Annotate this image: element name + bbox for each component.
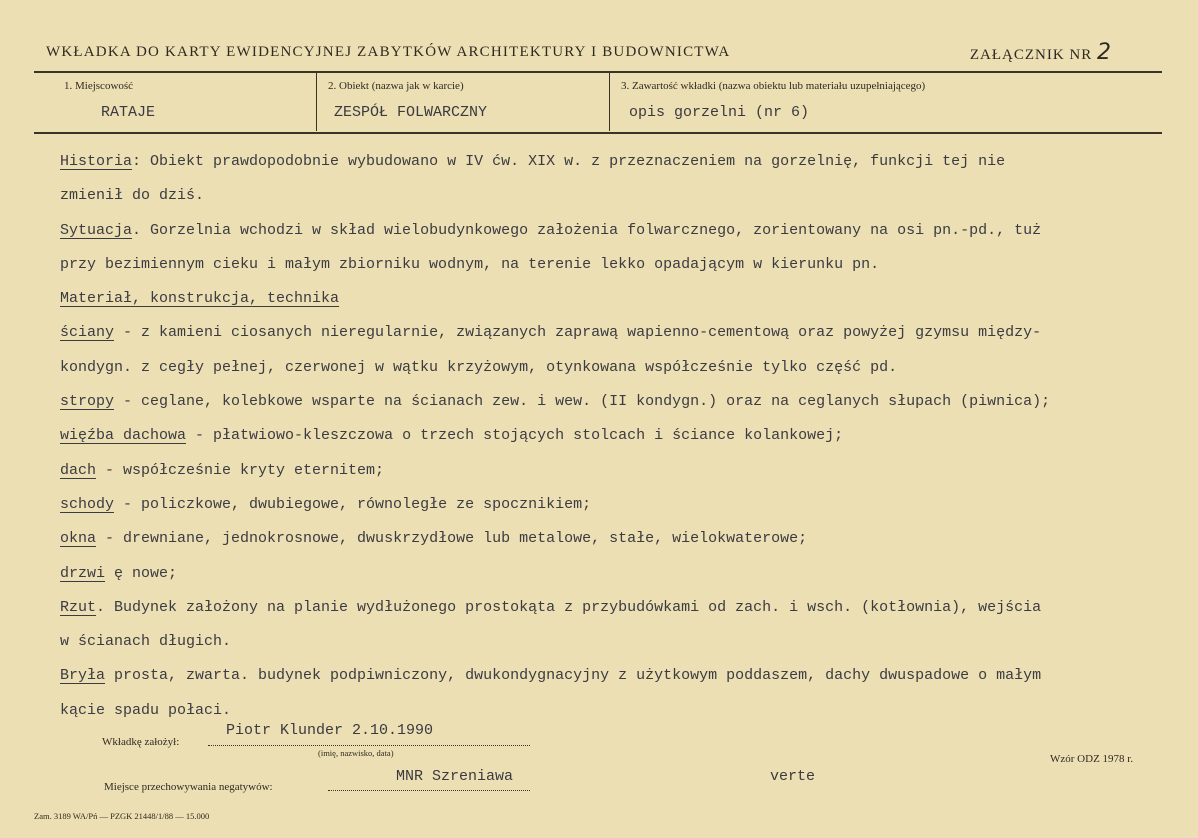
field-divider — [316, 73, 317, 131]
text-line — [60, 595, 1180, 629]
text-line — [60, 423, 1180, 457]
text-line — [60, 320, 1180, 354]
header-rule — [34, 71, 1162, 73]
form-title: WKŁADKA DO KARTY EWIDENCYJNEJ ZABYTKÓW ARCHITEKTURY I BUDOWNICTWA — [46, 44, 731, 60]
fields-rule — [34, 132, 1162, 134]
line-text: . Budynek założony na planie wydłużonego prostokąta z przybudówkami od zach. i wsch. (kotłownia), wejścia — [96, 598, 1042, 616]
text-line — [60, 389, 1180, 423]
annex-number: 2 — [1097, 40, 1112, 65]
place-value: RATAJE — [101, 104, 156, 121]
text-line — [60, 149, 1180, 183]
line-text: przy bezimiennym cieku i małym zbiorniku wodnym, na terenie lekko opadającym w kierunku pn. — [60, 255, 880, 273]
section-heading: stropy — [60, 393, 115, 411]
annex-label — [970, 40, 1112, 65]
section-heading: Historia — [60, 153, 133, 170]
text-line — [60, 183, 1180, 217]
section-heading: dach — [60, 461, 97, 479]
contents-label: 3. Zawartość wkładki (nazwa obiektu lub materiału uzupełniającego) — [621, 80, 926, 92]
section-heading: okna — [60, 530, 97, 548]
line-text: - płatwiowo-kleszczowa o trzech stojących stolcach i ściance kolankowej; — [186, 427, 844, 445]
section-heading: schody — [60, 495, 115, 513]
negatives-value: MNR Szreniawa — [396, 768, 514, 785]
text-line — [60, 629, 1180, 663]
line-text: w ścianach długich. — [60, 633, 232, 651]
section-heading: Materiał, konstrukcja, technika — [60, 290, 340, 308]
line-text: kącie spadu połaci. — [60, 701, 232, 719]
section-heading: więźba dachowa — [60, 427, 187, 445]
text-line — [60, 492, 1180, 526]
print-info: Zam. 3189 WA/Pń — PZGK 21448/1/88 — 15.000 — [34, 811, 210, 821]
line-text: - z kamieni ciosanych nieregularnie, związanych zaprawą wapienno-cementową oraz powyżej gzymsu między- — [114, 324, 1042, 342]
negatives-dotline — [328, 790, 530, 791]
object-value: ZESPÓŁ FOLWARCZNY — [334, 104, 488, 121]
text-line — [60, 252, 1180, 286]
negatives-label: Miejsce przechowywania negatywów: — [104, 781, 273, 793]
section-heading: drzwi — [60, 564, 106, 582]
form-model: Wzór ODZ 1978 r. — [1050, 753, 1134, 765]
section-heading: Bryła — [60, 667, 106, 685]
text-line — [60, 355, 1180, 389]
text-line — [60, 526, 1180, 560]
line-text: - policzkowe, dwubiegowe, równoległe ze spocznikiem; — [114, 495, 592, 513]
text-line — [60, 286, 1180, 320]
line-text: . Gorzelnia wchodzi w skład wielobudynkowego założenia folwarcznego, zorientowany na osi pn.-pd., tuż — [132, 221, 1042, 239]
line-text: zmienił do dziś. — [60, 187, 205, 205]
place-label: 1. Miejscowość — [64, 80, 134, 92]
text-line — [60, 561, 1180, 595]
line-text: - współcześnie kryty eternitem; — [96, 461, 385, 479]
line-text: - ceglane, kolebkowe wsparte na ścianach zew. i wew. (II kondygn.) oraz na ceglanych słupach (piwnica); — [114, 393, 1051, 411]
section-heading: ściany — [60, 324, 115, 342]
text-line — [60, 663, 1180, 697]
annex-label-text: ZAŁĄCZNIK NR — [969, 47, 1093, 63]
object-label: 2. Obiekt (nazwa jak w karcie) — [328, 80, 464, 92]
line-text: prosta, zwarta. budynek podpiwniczony, dwukondygnacyjny z użytkowym poddaszem, dachy dwuspadowe o małym — [105, 667, 1042, 685]
line-text: - drewniane, jednokrosnowe, dwuskrzydłowe lub metalowe, stałe, wielokwaterowe; — [96, 530, 808, 548]
line-text: : Obiekt prawdopodobnie wybudowano w IV ćw. XIX w. z przeznaczeniem na gorzelnię, funkcji tej nie — [132, 153, 1006, 170]
description-body — [60, 149, 1180, 732]
text-line — [60, 458, 1180, 492]
section-heading: Rzut — [60, 598, 97, 616]
author-dotline — [208, 745, 530, 746]
field-divider — [609, 73, 610, 131]
text-line — [60, 218, 1180, 252]
contents-value: opis gorzelni (nr 6) — [629, 104, 810, 121]
line-text: ę nowe; — [105, 564, 178, 582]
author-label: Wkładkę założył: — [102, 736, 180, 748]
author-hint: (imię, nazwisko, data) — [318, 748, 394, 758]
verte-note: verte — [770, 768, 816, 785]
section-heading: Sytuacja — [60, 221, 133, 239]
author-value: Piotr Klunder 2.10.1990 — [226, 722, 434, 739]
line-text: kondygn. z cegły pełnej, czerwonej w wątku krzyżowym, otynkowana współcześnie tylko część pd. — [60, 358, 898, 376]
